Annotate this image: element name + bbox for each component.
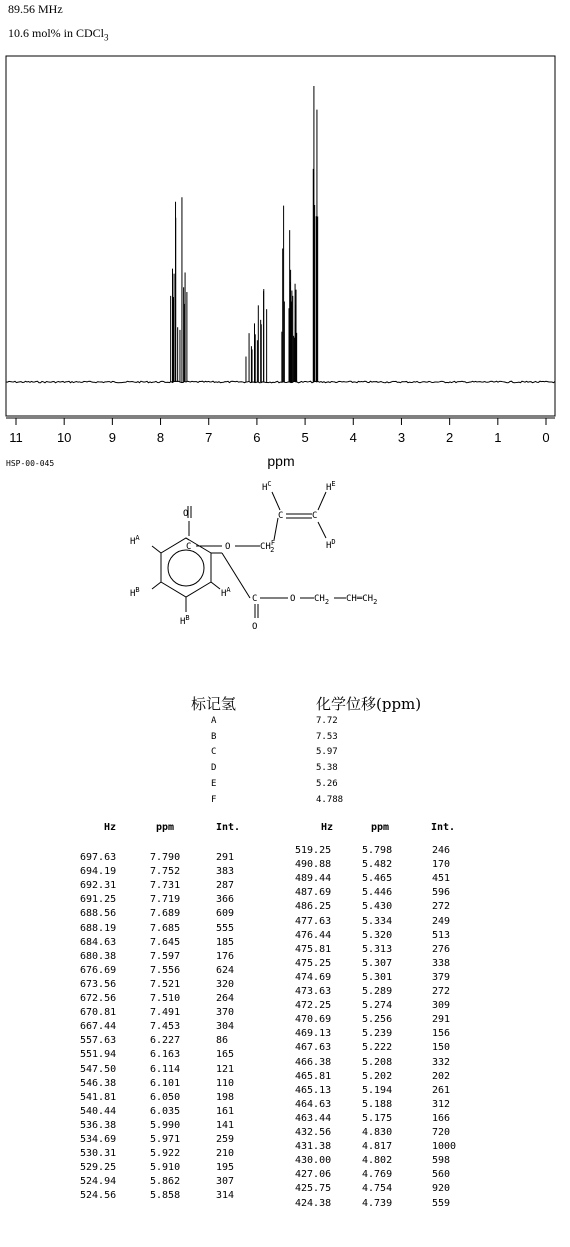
chch2-sub: 2 [373,598,378,606]
molecule-structure [100,478,430,688]
peak-table-cell: 198 [216,1091,235,1103]
peak-table-cell: 4.769 [362,1169,393,1181]
peak-table-cell: 424.38 [295,1197,332,1209]
peak-col-int-right: Int. [431,822,456,833]
ha1-text: H [130,537,136,547]
x-axis-ticks [9,418,549,445]
peak-col-ppm-left: ppm [156,822,175,833]
peak-table-cell: 688.19 [80,922,117,934]
peak-table-cell: 161 [216,1105,235,1117]
assignment-shift: 7.72 [316,716,338,726]
peak-table-cell: 5.465 [362,873,393,885]
peak-table-cell: 560 [432,1169,451,1181]
peak-table-cell: 291 [216,852,235,863]
peak-table-cell: 680.38 [80,950,117,962]
x-tick-label: 0 [542,430,550,445]
peak-table-cell: 5.910 [150,1162,181,1174]
peak-table-cell: 555 [216,922,235,934]
frequency-label: 89.56 MHz [8,2,63,16]
x-axis-label: ppm [267,453,295,469]
peak-table-cell: 249 [432,915,451,927]
hc-sup: C [267,480,272,488]
peak-table-cell: 7.685 [150,922,181,934]
assignment-shift: 5.38 [316,763,338,774]
peak-table-cell: 383 [216,866,235,878]
peak-table-cell: 609 [216,908,235,920]
peak-table-cell: 477.63 [295,915,332,927]
peak-table-cell: 150 [432,1042,451,1054]
ring-ha2-bond [211,582,220,589]
assignment-label: F [211,794,217,805]
peak-table-cell: 529.25 [80,1162,117,1174]
peak-table-cell: 370 [216,1007,235,1019]
peak-table-cell: 6.163 [150,1049,181,1061]
peak-table-cell: 332 [432,1056,451,1068]
x-tick-label: 11 [9,430,23,445]
peak-table-cell: 432.56 [295,1127,332,1138]
peak-table-cell: 536.38 [80,1119,117,1131]
peak-table-cell: 276 [432,943,451,955]
peak-table-cell: 7.645 [150,936,181,948]
peak-table-cell: 86 [216,1035,229,1047]
atom-c-3: C [312,511,318,521]
peak-table-cell: 6.101 [150,1077,181,1089]
peak-table-cell: 5.208 [362,1056,393,1068]
x-tick-label: 7 [205,430,213,445]
peak-table-cell: 557.63 [80,1035,117,1047]
peak-table-cell: 5.289 [362,986,393,997]
peak-table-cell: 472.25 [295,1000,332,1012]
peak-col-ppm-right: ppm [371,822,390,833]
peak-table-cell: 5.430 [362,901,393,913]
peak-table-cell: 5.202 [362,1070,393,1082]
peak-table-cell: 467.63 [295,1042,332,1054]
peak-table-cell: 5.482 [362,859,393,871]
peak-table-cell: 670.81 [80,1007,117,1019]
peak-table-cell: 210 [216,1148,235,1160]
peak-table-cell: 7.719 [150,894,181,906]
peak-table-cell: 5.446 [362,887,393,899]
peak-table-cell: 259 [216,1134,235,1145]
peak-table-cell: 5.239 [362,1028,393,1040]
peak-table-cell: 4.754 [362,1183,393,1195]
peak-table-cell: 176 [216,950,235,962]
atom-ha1 [130,534,140,547]
peak-table-cell: 524.56 [80,1190,117,1202]
atom-hd [326,538,336,551]
assignment-label: D [211,763,217,774]
peak-table-cell: 379 [432,971,451,983]
peak-table-cell: 451 [432,873,451,885]
baseline-path [6,381,555,383]
peak-table-cell: 5.320 [362,929,393,941]
atom-o-2: O [225,542,231,552]
peak-table-cell: 598 [432,1155,451,1167]
peak-table-cell: 291 [432,1014,451,1026]
peak-table-cell: 624 [216,964,235,976]
peak-table-cell: 7.731 [150,880,181,892]
assignment-shift: 7.53 [316,731,338,742]
peak-table-cell: 165 [216,1049,235,1061]
peak-table-cell: 5.990 [150,1119,181,1131]
he-text: H [326,483,332,493]
peak-table-cell: 466.38 [295,1056,332,1068]
peak-table-cell: 5.175 [362,1112,393,1124]
peak-table-cell: 4.739 [362,1197,393,1209]
atom-hb1 [130,586,140,599]
peak-table-cell: 541.81 [80,1091,117,1103]
peak-table-cell: 692.31 [80,880,117,892]
atom-o-3: O [290,594,296,604]
peak-col-hz-right: Hz [321,822,334,833]
peak-table-cell: 156 [432,1028,451,1040]
peak-table-cell: 6.035 [150,1105,181,1117]
peak-col-int-left: Int. [216,822,241,833]
assignment-label: E [211,778,217,789]
peak-table-cell: 246 [432,845,451,856]
peak-table-cell: 672.56 [80,993,117,1004]
peak-lines [171,86,318,382]
peak-table-cell: 697.63 [80,852,117,863]
x-tick-label: 2 [446,430,454,445]
peak-table-cell: 7.510 [150,993,181,1004]
peak-table-cell: 546.38 [80,1077,117,1089]
peak-table-cell: 470.69 [295,1014,332,1026]
assignment-shift: 4.788 [316,794,344,805]
peak-table-cell: 202 [432,1070,451,1082]
peak-table-cell: 6.114 [150,1063,181,1075]
peak-table-cell: 7.556 [150,964,181,976]
peak-table-cell: 264 [216,993,235,1004]
assignment-label: C [211,747,217,758]
peak-table-cell: 5.798 [362,845,393,856]
x-tick-label: 9 [108,430,116,445]
peak-table-cell: 4.802 [362,1155,393,1167]
x-tick-label: 4 [349,430,357,445]
peak-table-cell: 684.63 [80,936,117,948]
atom-he [326,480,336,493]
sample-subscript: 3 [104,32,109,43]
peak-table-cell: 513 [432,929,451,941]
ch-hd-bond [318,522,326,538]
peak-table-cell: 5.307 [362,957,393,969]
peak-table-cell: 7.453 [150,1021,181,1033]
peak-table-cell: 166 [432,1112,451,1124]
peak-table-cell: 7.790 [150,852,181,863]
peak-table-cell: 425.75 [295,1183,332,1195]
peak-table-cell: 720 [432,1127,451,1138]
peak-table-cell: 688.56 [80,908,117,920]
peak-table-cell: 5.274 [362,1000,393,1012]
peak-table-cell: 309 [432,1000,451,1012]
sample-text: 10.6 mol% in CDCl [8,26,105,40]
peak-table-cell: 4.817 [362,1141,393,1153]
atom-o-1: O [183,509,189,519]
assignment-shift: 5.97 [316,747,338,758]
assignment-shift-header: 化学位移(ppm) [316,695,422,713]
spectrum-baseline [6,381,555,383]
peak-table-cell: 486.25 [295,901,332,913]
peak-table-cell: 307 [216,1176,235,1188]
peak-table-cell: 465.13 [295,1084,332,1096]
peak-table-cell: 489.44 [295,873,332,885]
peak-table-cell: 7.491 [150,1007,181,1019]
x-tick-label: 10 [56,430,72,445]
peak-table-cell: 5.334 [362,915,393,927]
peak-table-cell: 430.00 [295,1155,332,1167]
atom-c-2: C [278,511,284,521]
ring-hb1-bond [152,582,161,589]
hb1-sup: B [135,586,140,594]
peak-table-cell: 5.971 [150,1134,181,1145]
peak-table-cell: 519.25 [295,845,332,856]
atom-ha2 [221,586,231,599]
assignment-label: B [211,731,217,742]
atom-ch2 [314,594,329,606]
peak-table-cell: 524.94 [80,1176,117,1188]
he-sup: E [331,480,336,488]
sample-label [8,26,109,42]
peak-table-cell: 314 [216,1190,235,1202]
ch-hc-bond [272,492,280,510]
assignment-shift: 5.26 [316,778,338,789]
peak-table-cell: 469.13 [295,1028,332,1040]
peak-table-cell: 691.25 [80,894,117,906]
peak-table-cell: 473.63 [295,986,332,997]
peak-table-cell: 5.301 [362,971,393,983]
peak-table-cell: 320 [216,978,235,990]
peak-table-cell: 427.06 [295,1169,332,1181]
peak-col-hz-left: Hz [104,822,117,833]
ch-he-bond [318,492,326,510]
assignment-label: A [211,716,217,726]
peak-table-cell: 5.862 [150,1176,181,1188]
peak-table-cell: 195 [216,1162,235,1174]
peak-table-cell: 547.50 [80,1063,117,1075]
peak-table-cell: 5.188 [362,1098,393,1110]
peak-table-cell: 287 [216,880,235,892]
atom-chch2 [346,594,377,606]
peak-table-cell: 7.597 [150,950,181,962]
peak-table-cell: 5.858 [150,1190,181,1202]
peak-table-cell: 5.922 [150,1148,181,1160]
peak-table-cell: 185 [216,936,235,948]
atom-c-1: C [186,542,192,552]
ha1-sup: A [135,534,140,542]
assignment-label-header: 标记氢 [191,695,237,713]
hb2-sup: B [185,614,190,622]
chch2-text: CH═CH [346,594,374,604]
ch2-text: CH [314,594,325,604]
peak-table-cell: 110 [216,1077,235,1089]
aromatic-circle [168,550,204,586]
peak-table-cell: 476.44 [295,929,332,941]
peak-table-cell: 474.69 [295,971,332,983]
peak-table-cell: 338 [432,957,451,969]
peak-table-cell: 534.69 [80,1134,117,1145]
peak-table-cell: 559 [432,1197,451,1209]
peak-table-cell: 121 [216,1063,235,1075]
peak-table-cell: 667.44 [80,1021,117,1033]
peak-table-cell: 540.44 [80,1105,117,1117]
peak-table-cell: 487.69 [295,887,332,899]
x-tick-label: 1 [494,430,502,445]
peak-table-cell: 463.44 [295,1112,332,1124]
ch-f-sub: 2 [270,546,275,554]
peak-table-cell: 304 [216,1021,235,1033]
atom-hb2 [180,614,190,627]
nmr-spectrum-chart [0,50,570,475]
peak-table-cell: 366 [216,894,235,906]
peak-table-cell: 920 [432,1183,451,1195]
ha2-sup: A [226,586,231,594]
peak-table-cell: 141 [216,1119,235,1131]
peak-table-cell: 7.689 [150,908,181,920]
ha2-text: H [221,589,227,599]
peak-table-cell: 490.88 [295,859,332,871]
atom-c-4: C [252,594,258,604]
peak-table-cell: 272 [432,901,451,913]
spectrum-code: HSP-00-045 [6,459,55,468]
hd-text: H [326,541,332,551]
peak-table-cell: 5.256 [362,1014,393,1026]
x-tick-label: 5 [301,430,309,445]
peak-table-cell: 551.94 [80,1049,117,1061]
peak-table-cell: 673.56 [80,978,117,990]
peak-table-cell: 475.25 [295,957,332,969]
peak-table-cell: 1000 [432,1141,457,1153]
peak-table-cell: 475.81 [295,943,332,955]
peak-table-cell: 170 [432,859,451,871]
peak-table-cell: 5.313 [362,943,393,955]
peak-table-cell: 5.194 [362,1084,393,1096]
peak-table-cell: 6.227 [150,1035,181,1047]
peak-table-cell: 694.19 [80,866,117,878]
peak-table-cell: 676.69 [80,964,117,976]
hc-text: H [262,483,268,493]
hd-sup: D [331,538,336,546]
ch-f-text: CH [260,542,271,552]
peak-table-cell: 465.81 [295,1070,332,1082]
x-tick-label: 3 [397,430,406,445]
peak-table-cell: 261 [432,1084,451,1096]
peak-table-cell: 7.521 [150,978,181,990]
ring-ha1-bond [152,546,161,553]
atom-o-4: O [252,622,258,632]
f-sup: F [270,539,276,547]
peak-table-cell: 596 [432,887,451,899]
atom-ch-f [260,539,275,554]
peak-table-cell: 6.050 [150,1091,181,1103]
plot-frame [6,56,555,416]
peak-table-cell: 312 [432,1098,451,1110]
x-tick-label: 6 [253,430,261,445]
peak-table-cell: 5.222 [362,1042,393,1054]
peak-table-cell: 530.31 [80,1148,117,1160]
peak-table-cell: 431.38 [295,1141,332,1153]
peak-table-cell: 4.830 [362,1127,393,1138]
ch2-sub: 2 [324,598,330,606]
ch2-ch-bond [274,518,278,540]
hb2-text: H [180,617,186,627]
x-tick-label: 8 [156,430,165,445]
peak-table-cell: 464.63 [295,1098,332,1110]
hb1-text: H [130,589,136,599]
atom-hc [262,480,272,493]
peak-table-cell: 272 [432,986,451,997]
peak-table-cell: 7.752 [150,866,181,878]
